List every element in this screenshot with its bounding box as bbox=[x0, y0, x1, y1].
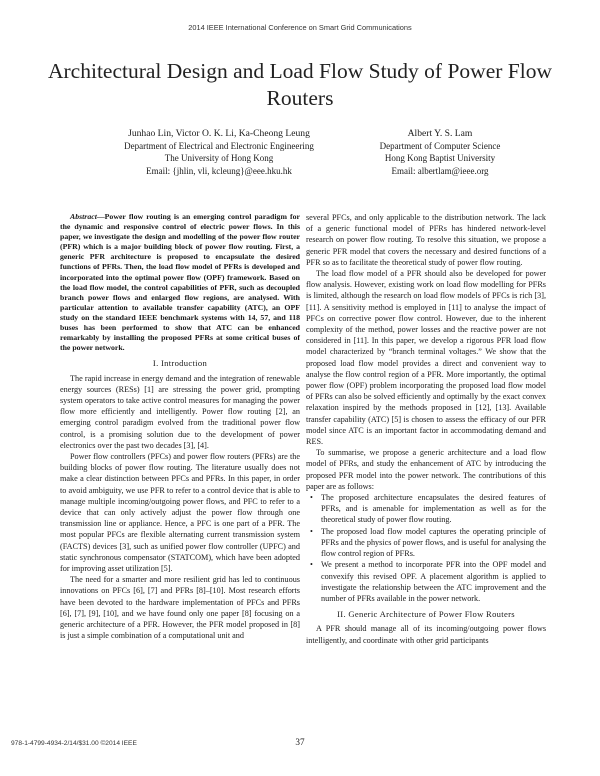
conference-header: 2014 IEEE International Conference on Smart Grid Communications bbox=[188, 23, 412, 32]
paper-title: Architectural Design and Load Flow Study of Power Flow Routers bbox=[48, 59, 552, 110]
author-email: Email: {jhlin, vli, kcleung}@eee.hku.hk bbox=[146, 165, 292, 176]
paragraph: To summarise, we propose a generic architecture and a load flow model of PFRs, and study the enhancement of ATC by introducing the proposed PFR model into the power network. The contributions of this paper are as follows: bbox=[306, 448, 546, 491]
right-column bbox=[306, 212, 546, 646]
bullet-icon: • bbox=[310, 493, 313, 503]
page-number: 37 bbox=[295, 737, 305, 747]
list-item: • We present a method to incorporate PFR into the OPF model and convexify this revised OPF. A placement algorithm is applied to investigate the relationship between the ATC improvement and the number of PFRs available in the power network. bbox=[310, 560, 546, 603]
author-department: Department of Electrical and Electronic Engineering bbox=[124, 141, 314, 152]
abstract-label: Abstract bbox=[70, 212, 97, 221]
author-block-left bbox=[84, 128, 354, 177]
list-item: • The proposed load flow model captures the operating principle of PFRs and the physics of power flows, and is useful for analysing the flow control region of PFRs. bbox=[310, 526, 546, 559]
paragraph: Power flow controllers (PFCs) and power flow routers (PFRs) are the building blocks of power flow routing. The literature usually does not make a clear distinction between PFCs and PFRs. In this paper, in order to avoid ambiguity, we use PFR to refer to a control device that is able to manage multiple incoming/outgoing power flows, and PFC to refer to a device that can only actively adjust the power flow through one transmission line or appliance. Hence, a PFC is one part of a PFR. The most popular PFCs are flexible alternating current transmission system (FACTS) devices [3], such as unified power flow controller (UPFC) and static synchronous compensator (STATCOM), which have been adopted for improving asset utilization [5]. bbox=[60, 451, 300, 573]
paragraph: several PFCs, and only applicable to the distribution network. The lack of a generic functional model of PFRs has hindered network-level research on power flow routing. To resolve this situation, we propose a generic PFR model that covers the necessary and desired functions of a PFR so as to facilitate the theoretical study of power flow routing. bbox=[306, 213, 546, 267]
bullet-icon: • bbox=[310, 526, 313, 536]
paragraph: The load flow model of a PFR should also be developed for power flow analysis. However, existing work on load flow modelling for PFRs is limited, although the research on load flow models of PFCs is rich [3], [11]. A sensitivity method is employed in [11] to analyse the impact of PFCs on corrective power flow control. However, due to the inherent complexity of the method, power losses and the reactive power are not considered in [11]. In this paper, we develop a rigorous PFR load flow model characterized by “branch terminal voltages.” We show that the proposed load flow model provides a direct and convenient way to analyse the flow control region of a PFR. More importantly, the optimal power flow (OPF) problem incorporating the proposed load flow model of PFRs can also be solved efficiently and optimally by the exact convex relaxation inspired by the methods proposed in [12], [13]. Available transfer capability (ATC) [5] is chosen to assess the efficacy of our PFR model since ATC is an important factor in accommodating demand and RES. bbox=[306, 269, 546, 447]
author-university: The University of Hong Kong bbox=[164, 153, 274, 164]
copyright-footer: 978-1-4799-4934-2/14/$31.00 ©2014 IEEE bbox=[11, 740, 137, 747]
abstract-text: —Power flow routing is an emerging control paradigm for the dynamic and responsive control of electric power flows. In this paper, we investigate the design and modelling of the power flow router (PFR) which is a major building block of power flow routing. First, a generic PFR architecture is proposed to encapsulate the desired functions of PFRs. Then, the load flow model of PFRs is developed and incorporated into the optimal power flow (OPF) framework. Based on the load flow model, the control capabilities of PFR, such as decoupled branch power flows and enlarged flow regions, are analysed. With particular attention to available transfer capability (ATC), an OPF study on the standard IEEE benchmark systems with 14, 57, and 118 buses has been performed to show that ATC can be enhanced remarkably by installing the proposed PFRs at some critical buses of the power network. bbox=[60, 212, 300, 353]
author-email: Email: albertlam@ieee.org bbox=[391, 165, 489, 176]
paragraph: The rapid increase in energy demand and the integration of renewable energy sources (RESs) [1] are stressing the power grid, prompting system operators to take active control measures for managing the power flow more efficiently and intelligently. Power flow routing [2], an emerging control paradigm evolved from the traditional power flow control, is a promising solution due to the development of power electronics over the past two decades [3], [4]. bbox=[60, 373, 300, 450]
author-block-right bbox=[352, 128, 528, 177]
section-heading-architecture: II. Generic Architecture of Power Flow Routers bbox=[337, 609, 515, 620]
author-names: Junhao Lin, Victor O. K. Li, Ka-Cheong Leung bbox=[128, 128, 310, 139]
section-heading-introduction: I. Introduction bbox=[152, 358, 208, 369]
paragraph: A PFR should manage all of its incoming/outgoing power flows intelligently, and coordinate with other grid participants bbox=[306, 624, 546, 645]
contributions-list bbox=[306, 492, 546, 604]
bullet-icon: • bbox=[310, 560, 313, 570]
abstract bbox=[60, 212, 300, 353]
list-item: • The proposed architecture encapsulates the desired features of PFRs, and is amenable for implementation as well as for the theoretical study of power flow routing. bbox=[310, 493, 546, 525]
author-department: Department of Computer Science bbox=[379, 141, 501, 152]
paragraph: The need for a smarter and more resilient grid has led to continuous innovations on PFCs [6], [7] and PFRs [8]–[10]. Most research efforts have been devoted to the hardware implementation of PFCs and PFRs [6], [7], [9], [10], and we have found only one paper [8] focusing on a generic architecture of a PFR. However, the PFR model proposed in [8] is just a simple combination of a computational unit and bbox=[60, 575, 300, 641]
left-column bbox=[60, 212, 300, 641]
author-names: Albert Y. S. Lam bbox=[407, 128, 473, 139]
author-university: Hong Kong Baptist University bbox=[384, 153, 496, 164]
